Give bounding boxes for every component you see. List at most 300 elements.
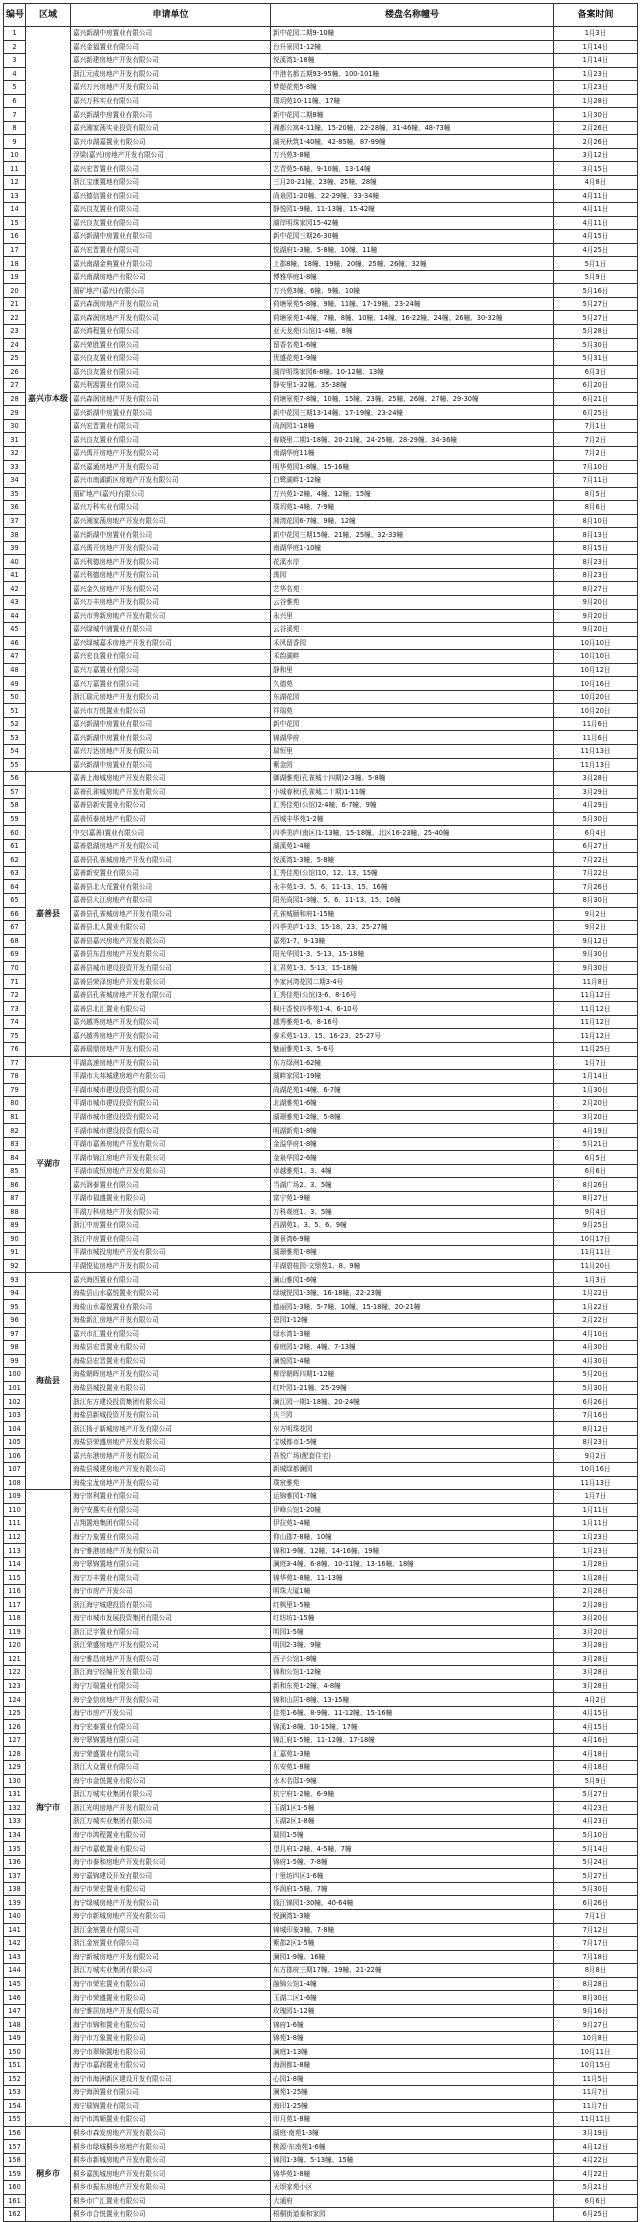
date-cell: 10月11日 [554, 2045, 638, 2059]
company-cell: 海宁瑞锦置业有限公司 [71, 2099, 271, 2113]
date-cell: 9月12日 [554, 934, 638, 948]
company-cell: 湄矿地产(嘉兴)有限公司 [71, 487, 271, 501]
row-number: 109 [4, 1490, 26, 1504]
project-cell: 汇嘉苑1-3幢 [271, 1747, 554, 1761]
project-cell: 悦溪湾1-3幢、5-8幢 [271, 853, 554, 867]
project-cell: 新中花园二期8幢 [271, 108, 554, 122]
date-cell: 5月30日 [554, 812, 638, 826]
company-cell: 浙江金宸置业有限公司 [71, 1923, 271, 1937]
company-cell: 海宁市房产开发公司 [71, 1706, 271, 1720]
project-cell: 庆兰园 [271, 1408, 554, 1422]
company-cell: 海宁万瑞置业有限公司 [71, 1679, 271, 1693]
project-cell: 西子公馆1-8幢 [271, 1652, 554, 1666]
table-row [4, 1097, 638, 1111]
date-cell: 2月28日 [554, 1584, 638, 1598]
date-cell: 4月25日 [554, 243, 638, 257]
company-cell: 嘉兴新湖中房置业有限公司 [71, 406, 271, 420]
date-cell: 9月20日 [554, 609, 638, 623]
row-number: 139 [4, 1896, 26, 1910]
company-cell: 平湖市嘉善房地产开发有限公司 [71, 1137, 271, 1151]
row-number: 131 [4, 1788, 26, 1802]
company-cell: 嘉兴新湖中房置业有限公司 [71, 528, 271, 542]
project-cell: 万兴苑1-2幢、4幢、12幢、15幢 [271, 487, 554, 501]
project-cell: 嘉苑1-7、9-13幢 [271, 934, 554, 948]
date-cell: 11月13日 [554, 758, 638, 772]
date-cell: 9月30日 [554, 961, 638, 975]
date-cell: 8月30日 [554, 894, 638, 908]
company-cell: 海盐县宏晋置业有限公司 [71, 1354, 271, 1368]
table-row [4, 1625, 638, 1639]
project-cell: 泰禾苑1-13、15、16-23、25-27号 [271, 1029, 554, 1043]
project-cell: 东方明珠花园 [271, 1422, 554, 1436]
row-number: 36 [4, 501, 26, 515]
table-row [4, 419, 638, 433]
company-cell: 浙江万城实业集团有限公司 [71, 1964, 271, 1978]
date-cell: 5月27日 [554, 1788, 638, 1802]
row-number: 33 [4, 460, 26, 474]
project-cell: 荷塘景苑1-4幢、7幢、8幢、10幢、14幢、16-22幢、24幢、26幢、30-32幢 [271, 311, 554, 325]
row-number: 95 [4, 1300, 26, 1314]
date-cell: 5月9日 [554, 270, 638, 284]
project-cell: 东安苑1-8幢 [271, 1761, 554, 1775]
project-cell: 云谷雅苑 [271, 595, 554, 609]
company-cell: 海盐县荣盛房地产开发有限公司 [71, 1435, 271, 1449]
date-cell: 11月13日 [554, 1476, 638, 1490]
row-number: 72 [4, 988, 26, 1002]
project-cell: 水木名邸1-9幢 [271, 1774, 554, 1788]
project-cell: 天颂家苑小区 [271, 2180, 554, 2194]
company-cell: 浙江海宁经编开发有限公司 [71, 1666, 271, 1680]
company-cell: 嘉善县城市建设投资开发有限公司 [71, 961, 271, 975]
project-cell: 新中花园三期13-14幢、17-19幢、23-24幢 [271, 406, 554, 420]
project-cell: 锦溪1-8幢、10-15幢、17幢 [271, 1720, 554, 1734]
date-cell: 6月27日 [554, 839, 638, 853]
company-cell: 嘉兴市汇置业有限公司 [71, 1327, 271, 1341]
row-number: 32 [4, 446, 26, 460]
table-row [4, 230, 638, 244]
project-cell: 玉湖二区1-6幢 [271, 1991, 554, 2005]
table-row [4, 392, 638, 406]
row-number: 104 [4, 1422, 26, 1436]
row-number: 28 [4, 392, 26, 406]
date-cell: 4月11日 [554, 189, 638, 203]
date-cell: 8月26日 [554, 1178, 638, 1192]
company-cell: 嘉兴良友置业有限公司 [71, 203, 271, 217]
date-cell: 11月6日 [554, 717, 638, 731]
row-number: 147 [4, 2004, 26, 2018]
row-number: 140 [4, 1910, 26, 1924]
project-cell: 博雅华庭1-8幢 [271, 270, 554, 284]
project-cell: 富宁苑1-9幢 [271, 1192, 554, 1206]
project-cell: 南湖华庭1-10幢 [271, 541, 554, 555]
company-cell: 浙江万城实业集团有限公司 [71, 1815, 271, 1829]
company-cell: 嘉兴良友置业有限公司 [71, 216, 271, 230]
header-company: 申请单位 [71, 4, 271, 27]
date-cell: 7月2日 [554, 433, 638, 447]
table-row [4, 2153, 638, 2167]
table-row [4, 176, 638, 190]
row-number: 152 [4, 2072, 26, 2086]
project-cell: 孔雀城颐和府1-15幢 [271, 907, 554, 921]
table-row [4, 880, 638, 894]
date-cell: 4月16日 [554, 1733, 638, 1747]
project-cell: 锦园1-3幢、5-13幢、15幢 [271, 2153, 554, 2167]
project-cell: 阳光华园1-3、5-13、15-18幢 [271, 948, 554, 962]
table-row [4, 1205, 638, 1219]
table-row [4, 690, 638, 704]
date-cell: 7月1日 [554, 1910, 638, 1924]
company-cell: 海宁市锦和置业有限公司 [71, 2018, 271, 2032]
project-cell: 澜山雅园1-6幢 [271, 1273, 554, 1287]
date-cell: 7月26日 [554, 880, 638, 894]
table-row [4, 1219, 638, 1233]
table-row [4, 1977, 638, 1991]
company-cell: 嘉兴鸿程置业有限公司 [71, 325, 271, 339]
date-cell: 4月11日 [554, 216, 638, 230]
row-number: 79 [4, 1083, 26, 1097]
table-row [4, 352, 638, 366]
company-cell: 海宁雅港房地产开发有限公司 [71, 1544, 271, 1558]
row-number: 115 [4, 1571, 26, 1585]
date-cell: 6月6日 [554, 2194, 638, 2208]
date-cell: 8月10日 [554, 514, 638, 528]
company-cell: 嘉善县北人置业有限公司 [71, 921, 271, 935]
table-row [4, 826, 638, 840]
date-cell: 10月10日 [554, 650, 638, 664]
company-cell: 海宁市海洲新区建设开发有限公司 [71, 2072, 271, 2086]
row-number: 48 [4, 663, 26, 677]
company-cell: 海盐县山水嘉悦置业有限公司 [71, 1286, 271, 1300]
row-number: 124 [4, 1693, 26, 1707]
company-cell: 平湖市大邦城建房地产有限公司 [71, 1070, 271, 1084]
row-number: 122 [4, 1666, 26, 1680]
project-cell: 卓越雅苑1、3、4幢 [271, 1164, 554, 1178]
company-cell: 海宁市嘉润置业有限公司 [71, 2059, 271, 2073]
table-row [4, 1517, 638, 1531]
project-cell: 明园1-5幢 [271, 1625, 554, 1639]
table-row [4, 1056, 638, 1070]
company-cell: 嘉兴万科实业有限公司 [71, 94, 271, 108]
row-number: 88 [4, 1205, 26, 1219]
row-number: 137 [4, 1869, 26, 1883]
project-cell: 三月20-21幢、23幢、25幢、28幢 [271, 176, 554, 190]
date-cell: 7月10日 [554, 460, 638, 474]
table-row [4, 1286, 638, 1300]
date-cell: 9月16日 [554, 2004, 638, 2018]
table-row [4, 1964, 638, 1978]
company-cell: 浙江海宁城建投资有限公司 [71, 1598, 271, 1612]
project-cell: 湖光秋筑1-40幢、42-85幢、87-99幢 [271, 135, 554, 149]
company-cell: 平湖高速房地产开发有限公司 [71, 1056, 271, 1070]
row-number: 21 [4, 297, 26, 311]
row-number: 66 [4, 907, 26, 921]
date-cell: 2月26日 [554, 135, 638, 149]
table-row [4, 270, 638, 284]
row-number: 97 [4, 1327, 26, 1341]
table-row [4, 501, 638, 515]
company-cell: 嘉兴良友置业有限公司 [71, 365, 271, 379]
date-cell: 11月8日 [554, 975, 638, 989]
date-cell: 1月30日 [554, 108, 638, 122]
row-number: 92 [4, 1259, 26, 1273]
project-cell: 运锦雅园1-7幢 [271, 1490, 554, 1504]
row-number: 83 [4, 1137, 26, 1151]
company-cell: 嘉兴越秀房地产开发有限公司 [71, 1015, 271, 1029]
company-cell: 平湖市城市建设投资有限公司 [71, 1083, 271, 1097]
company-cell: 嘉兴市湖嘉置业有限公司 [71, 135, 271, 149]
date-cell: 4月10日 [554, 1327, 638, 1341]
region-cell: 嘉善县 [26, 772, 71, 1056]
project-cell: 西城丰华苑1-2幢 [271, 812, 554, 826]
date-cell: 6月4日 [554, 826, 638, 840]
project-cell: 花溪水岸 [271, 555, 554, 569]
table-row [4, 2140, 638, 2154]
project-cell: 金泉华园2-6幢 [271, 1151, 554, 1165]
date-cell: 3月28日 [554, 1666, 638, 1680]
row-number: 65 [4, 894, 26, 908]
date-cell: 7月2日 [554, 446, 638, 460]
row-number: 53 [4, 731, 26, 745]
row-number: 112 [4, 1530, 26, 1544]
date-cell: 1月23日 [554, 81, 638, 95]
date-cell: 4月8日 [554, 176, 638, 190]
row-number: 119 [4, 1625, 26, 1639]
project-cell: 澜悦园1-4幢 [271, 1354, 554, 1368]
table-row [4, 948, 638, 962]
table-row [4, 27, 638, 41]
table-row [4, 1151, 638, 1165]
project-cell: 西湖苑1、3、5、6、9幢 [271, 1219, 554, 1233]
row-number: 11 [4, 162, 26, 176]
table-row [4, 812, 638, 826]
row-number: 145 [4, 1977, 26, 1991]
table-row [4, 1679, 638, 1693]
company-cell: 海盐宝龙房地产开发有限公司 [71, 1476, 271, 1490]
company-cell: 嘉善孔雀城房地产开发有限公司 [71, 785, 271, 799]
date-cell: 1月28日 [554, 1557, 638, 1571]
date-cell: 8月6日 [554, 501, 638, 515]
date-cell: 5月30日 [554, 1882, 638, 1896]
table-row [4, 1422, 638, 1436]
row-number: 61 [4, 839, 26, 853]
company-cell: 桐乡市森发房地产开发有限公司 [71, 2126, 271, 2140]
row-number: 40 [4, 555, 26, 569]
row-number: 18 [4, 257, 26, 271]
company-cell: 平湖市城市建设投资有限公司 [71, 1097, 271, 1111]
table-row [4, 1043, 638, 1057]
project-cell: 荷塘景苑7-8幢、10幢、15幢、23幢、25幢、26幢、27幢、29-30幢 [271, 392, 554, 406]
date-cell: 11月5日 [554, 2072, 638, 2086]
table-row [4, 2167, 638, 2181]
project-cell: 汇君苑1-3、5-13、15-18幢 [271, 961, 554, 975]
table-row [4, 595, 638, 609]
date-cell: 8月13日 [554, 528, 638, 542]
table-row [4, 1070, 638, 1084]
date-cell: 7月18日 [554, 1950, 638, 1964]
date-cell: 4月12日 [554, 2140, 638, 2154]
company-cell: 浙江瑞元房地产开发有限公司 [71, 690, 271, 704]
table-row [4, 1910, 638, 1924]
project-cell: 汇秀佳苑(公馆)3-6、8-16号 [271, 988, 554, 1002]
row-number: 117 [4, 1598, 26, 1612]
project-cell: 红叶园1-21幢、25-29幢 [271, 1381, 554, 1395]
table-row [4, 1327, 638, 1341]
table-row [4, 297, 638, 311]
date-cell: 11月11日 [554, 1246, 638, 1260]
project-cell: 红纺坊1-15幢 [271, 1611, 554, 1625]
date-cell: 1月23日 [554, 1544, 638, 1558]
row-number: 70 [4, 961, 26, 975]
table-row [4, 189, 638, 203]
table-row [4, 474, 638, 488]
table-row [4, 1435, 638, 1449]
table-row [4, 1002, 638, 1016]
row-number: 98 [4, 1341, 26, 1355]
row-number: 107 [4, 1462, 26, 1476]
company-cell: 嘉兴万嘉置业有限公司 [71, 677, 271, 691]
table-row [4, 2059, 638, 2073]
date-cell: 6月20日 [554, 379, 638, 393]
row-number: 106 [4, 1449, 26, 1463]
row-number: 12 [4, 176, 26, 190]
project-cell: 永丰苑1-3、5、6、11-13、15、16幢 [271, 880, 554, 894]
company-cell: 平湖市福盛置业有限公司 [71, 1192, 271, 1206]
row-number: 68 [4, 934, 26, 948]
date-cell: 4月15日 [554, 1720, 638, 1734]
date-cell: 8月27日 [554, 582, 638, 596]
table-row [4, 365, 638, 379]
date-cell: 7月11日 [554, 474, 638, 488]
project-cell: 锦华苑1-8幢、11-13幢 [271, 1571, 554, 1585]
company-cell: 嘉兴禹开房地产开发有限公司 [71, 541, 271, 555]
date-cell: 9月27日 [554, 2018, 638, 2032]
project-cell: 魅丽雅苑1-3、5-6号 [271, 1043, 554, 1057]
date-cell: 3月28日 [554, 1639, 638, 1653]
company-cell: 嘉善县东昌房地产开发有限公司 [71, 948, 271, 962]
company-cell: 海宁绿城房地产开发有限公司 [71, 1896, 271, 1910]
region-cell: 海盐县 [26, 1273, 71, 1490]
table-row [4, 961, 638, 975]
table-row [4, 1788, 638, 1802]
row-number: 1 [4, 27, 26, 41]
row-number: 142 [4, 1937, 26, 1951]
row-number: 103 [4, 1408, 26, 1422]
table-row [4, 257, 638, 271]
date-cell: 11月12日 [554, 1029, 638, 1043]
row-number: 47 [4, 650, 26, 664]
project-cell: 十里坊四区1-6幢 [271, 1869, 554, 1883]
company-cell: 嘉兴新建房地产开发有限公司 [71, 54, 271, 68]
date-cell: 7月1日 [554, 419, 638, 433]
project-cell: 湖岸明珠家园15-42幢 [271, 216, 554, 230]
table-row [4, 216, 638, 230]
date-cell: 5月21日 [554, 1137, 638, 1151]
company-cell: 嘉善碧湖房地产开发有限公司 [71, 839, 271, 853]
company-cell: 海盐县城建房地产开发有限公司 [71, 1462, 271, 1476]
table-body [4, 27, 638, 2222]
company-cell: 嘉兴金久房地产开发有限公司 [71, 582, 271, 596]
date-cell: 4月30日 [554, 1341, 638, 1355]
company-cell: 嘉兴南湖房地产有限公司 [71, 270, 271, 284]
company-cell: 嘉兴森润房地产开发有限公司 [71, 297, 271, 311]
company-cell: 嘉兴海西置业有限公司 [71, 1273, 271, 1287]
row-number: 154 [4, 2099, 26, 2113]
row-number: 150 [4, 2045, 26, 2059]
table-row [4, 866, 638, 880]
project-cell: 久德苑 [271, 677, 554, 691]
company-cell: 海宁金信房地产开发有限公司 [71, 1693, 271, 1707]
row-number: 43 [4, 595, 26, 609]
row-number: 34 [4, 474, 26, 488]
company-cell: 嘉兴万嘉置业有限公司 [71, 663, 271, 677]
project-cell: 春庭园1-2幢、4幢、7-13幢 [271, 1341, 554, 1355]
date-cell: 3月15日 [554, 162, 638, 176]
date-cell: 1月14日 [554, 54, 638, 68]
table-row [4, 1611, 638, 1625]
table-row [4, 1083, 638, 1097]
company-cell: 海宁翠锦置地有限公司 [71, 1557, 271, 1571]
table-row [4, 555, 638, 569]
project-cell: 杭宁府1-2幢、6-9幢 [271, 1788, 554, 1802]
date-cell: 4月29日 [554, 799, 638, 813]
row-number: 39 [4, 541, 26, 555]
project-cell: 望月府1-2幢、4-5幢、7幢 [271, 1842, 554, 1856]
table-row [4, 1232, 638, 1246]
row-number: 101 [4, 1381, 26, 1395]
table-row [4, 40, 638, 54]
table-row [4, 1273, 638, 1287]
project-cell: 瑞园1-5幢 [271, 1828, 554, 1842]
project-cell: 澜园1-9幢、16幢 [271, 1950, 554, 1964]
date-cell: 10月10日 [554, 636, 638, 650]
project-cell: 锦府1-6幢 [271, 2018, 554, 2032]
company-cell: 嘉兴市万悦置业有限公司 [71, 704, 271, 718]
row-number: 135 [4, 1842, 26, 1856]
row-number: 15 [4, 216, 26, 230]
table-row [4, 582, 638, 596]
company-cell: 嘉兴嘉通房地产开发有限公司 [71, 460, 271, 474]
row-number: 91 [4, 1246, 26, 1260]
company-cell: 海盐县新城投资开发有限公司 [71, 1408, 271, 1422]
row-number: 141 [4, 1923, 26, 1937]
date-cell: 7月17日 [554, 1937, 638, 1951]
row-number: 20 [4, 284, 26, 298]
project-cell: 东方郡府三期17幢、19幢、21-22幢 [271, 1964, 554, 1978]
project-cell: 越秀雅苑1-6、8-16号 [271, 1015, 554, 1029]
row-number: 41 [4, 568, 26, 582]
row-number: 3 [4, 54, 26, 68]
table-row [4, 1855, 638, 1869]
company-cell: 浙江宝康置地有限公司 [71, 176, 271, 190]
table-row [4, 2126, 638, 2140]
company-cell: 嘉兴新湖中房置业有限公司 [71, 230, 271, 244]
company-cell: 嘉兴万兴房地产开发有限公司 [71, 81, 271, 95]
company-cell: 嘉善县新安置业有限公司 [71, 799, 271, 813]
table-row [4, 2180, 638, 2194]
company-cell: 嘉善瑞鼎房地产开发有限公司 [71, 1043, 271, 1057]
project-cell: 紫金园 [271, 758, 554, 772]
table-row [4, 1164, 638, 1178]
row-number: 67 [4, 921, 26, 935]
table-row [4, 1693, 638, 1707]
project-cell: 钱江锦园1-30幢、40-64幢 [271, 1896, 554, 1910]
company-cell: 浙江荣盛房地产开发有限公司 [71, 1639, 271, 1653]
date-cell: 1月7日 [554, 1490, 638, 1504]
row-number: 127 [4, 1733, 26, 1747]
date-cell: 11月7日 [554, 2099, 638, 2113]
date-cell: 4月19日 [554, 1124, 638, 1138]
company-cell: 嘉兴金福置业有限公司 [71, 40, 271, 54]
